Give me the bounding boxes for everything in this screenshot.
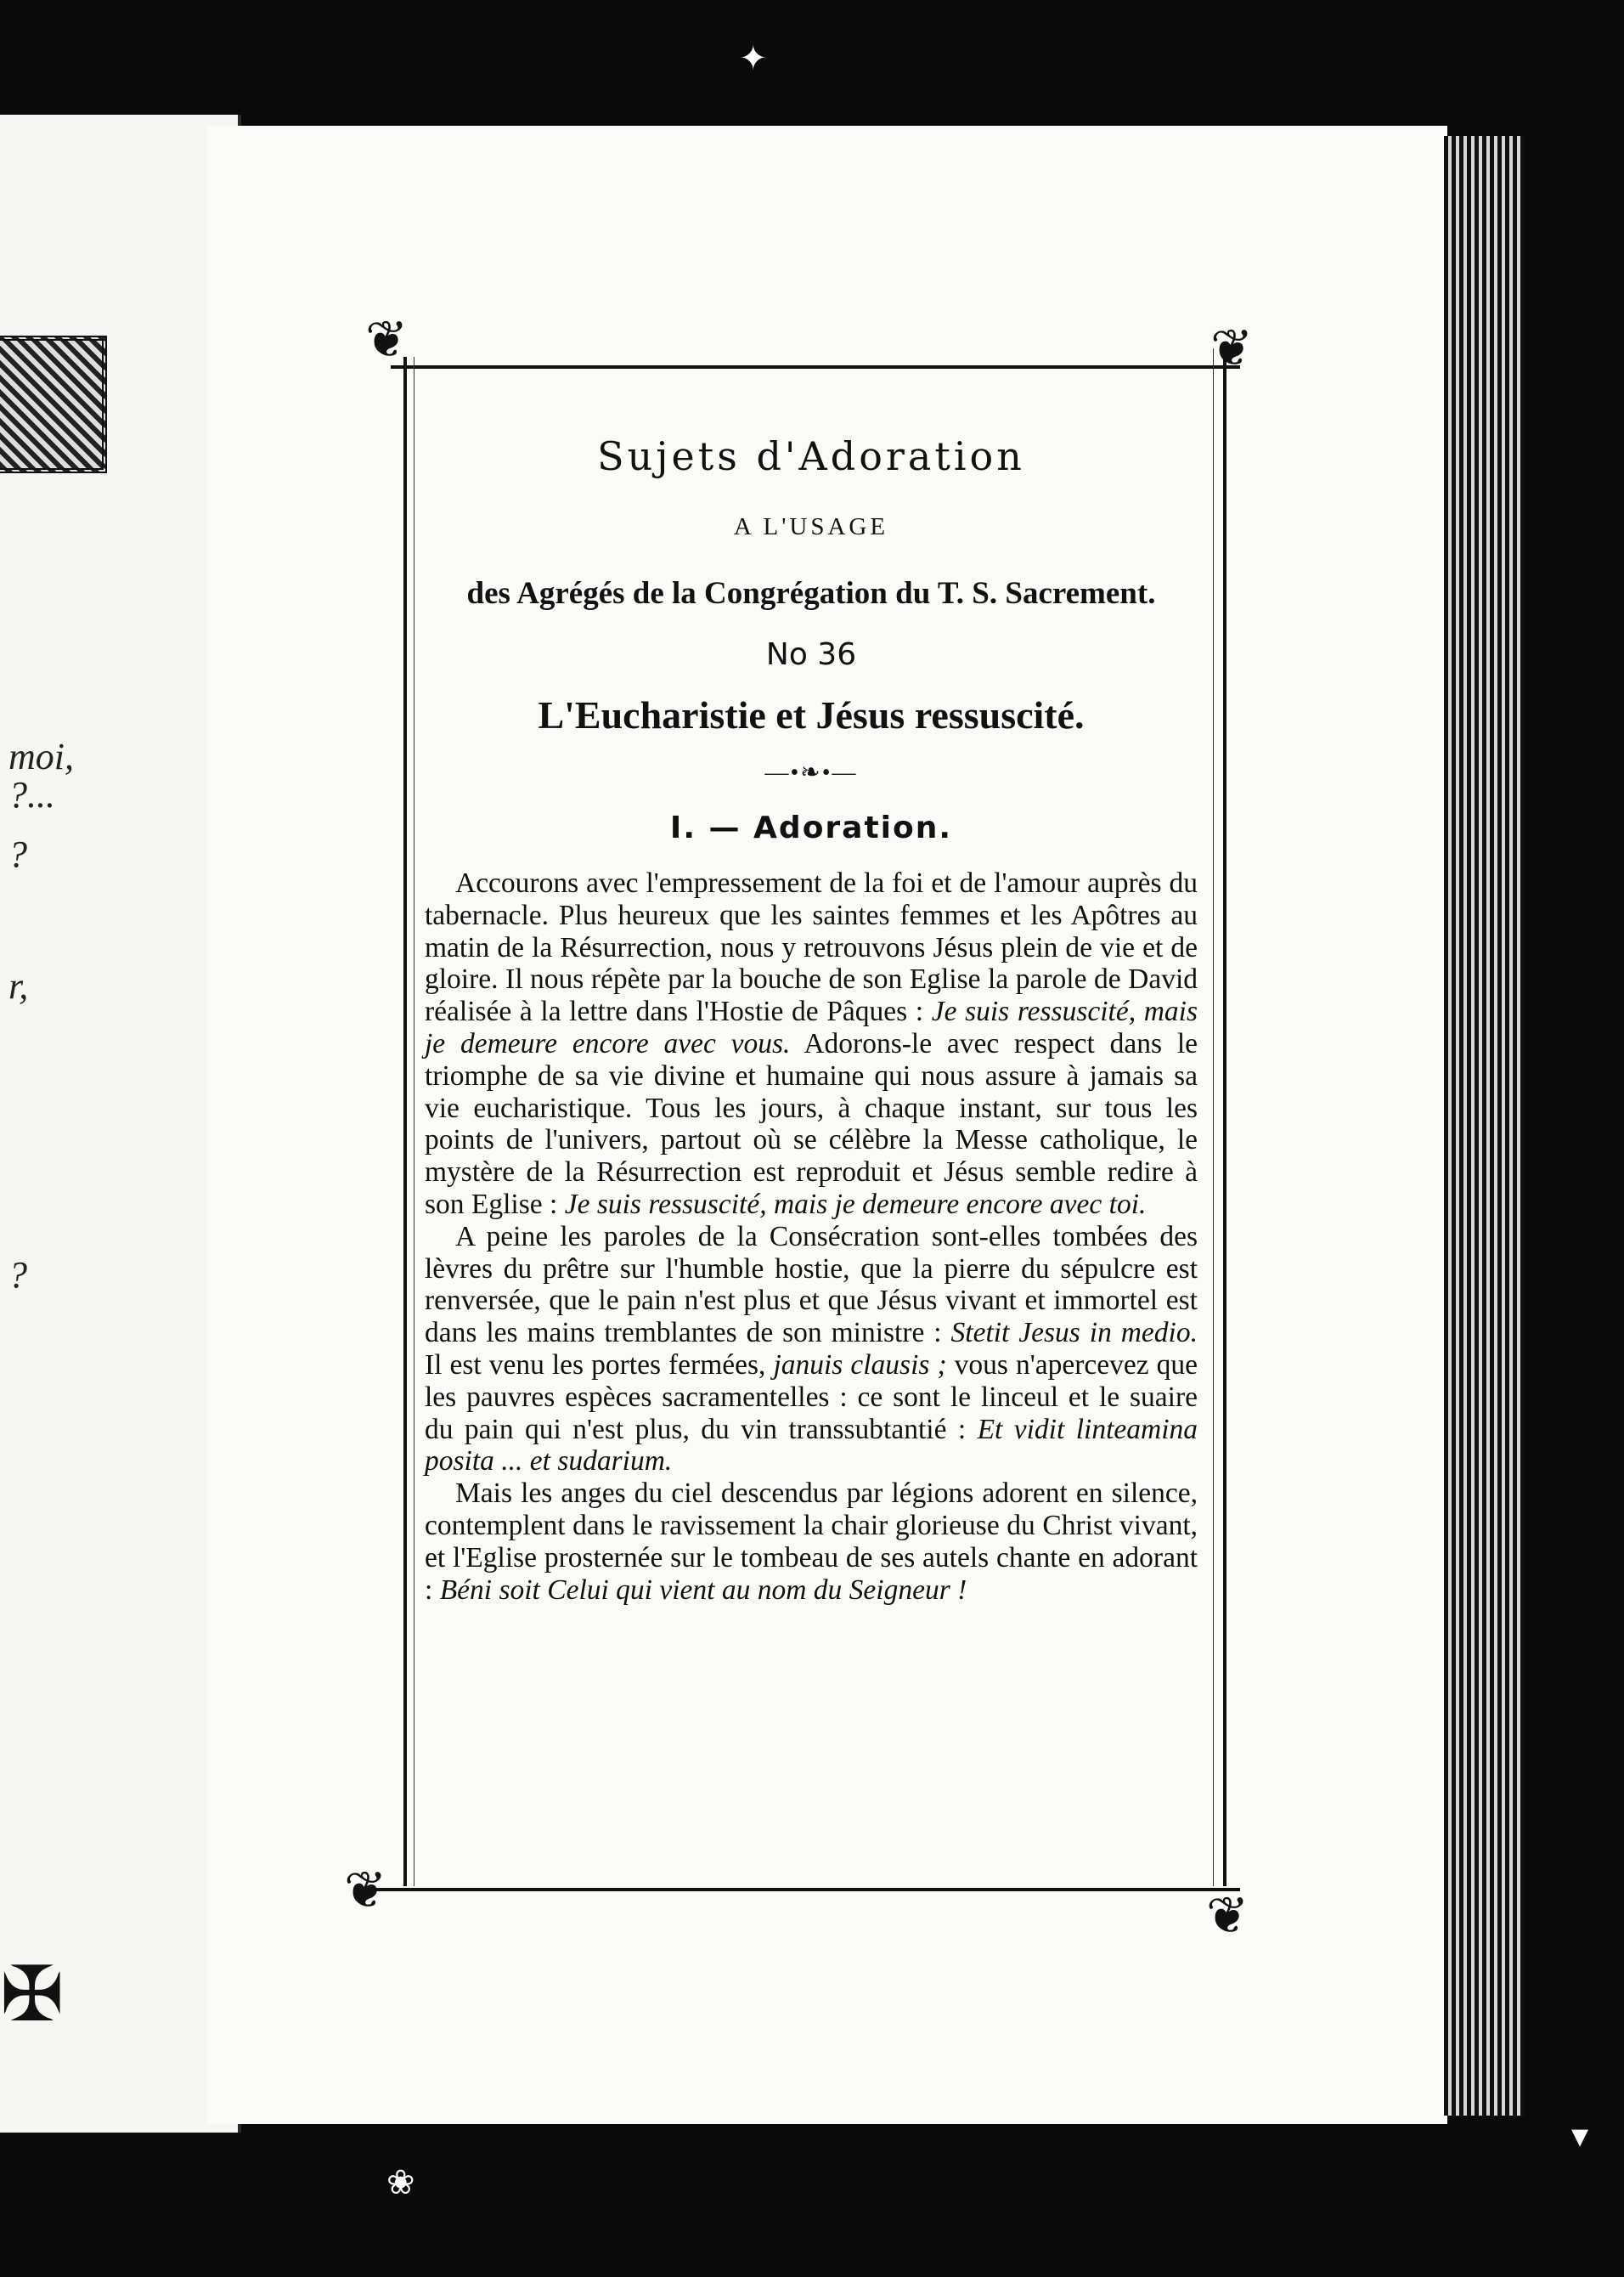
left-fragment: r, — [8, 965, 29, 1007]
body-paragraph — [425, 1221, 1198, 1478]
section-heading: I. — Adoration. — [669, 811, 953, 845]
paragraph-text: A peine les paroles de la Consécration sont-elles tombées des lèvres du prêtre sur l'humble hostie, que la pierre du sépulcre est renversée, que le pain n'est plus et que Jésus vivant et immortel est dans les mains tremblantes de son ministre : — [425, 1220, 1198, 1349]
italic-quotation: Je suis ressuscité, mais je demeure encore avec toi. — [564, 1188, 1147, 1220]
body-paragraph — [425, 1478, 1198, 1606]
left-bottom-ornament-icon: ✠ — [0, 1953, 65, 2037]
subject-title: L'Eucharistie et Jésus ressuscité. — [538, 693, 1085, 737]
scan-speck: ▾ — [1571, 2116, 1589, 2155]
paragraph-text: Mais les anges du ciel descendus par légions adorent en silence, contemplent dans le ravissement la chair glorieuse du Christ vivant, et l'Eglise prosternée sur le tombeau de ses autels chante en adorant : — [425, 1478, 1198, 1606]
paragraph-text: Adorons-le avec respect dans le triomphe de sa vie divine et humaine qui nous assure à jamais sa vie eucharistique. Tous les jours, à chaque instant, sur tous les points de l'univers, partout où se célèbre la Messe catholique, le mystère de la Résurrection est reproduit et Jésus semble redire à son Eglise : — [425, 1027, 1198, 1220]
scan-speck: ✦ — [739, 39, 768, 77]
corner-vine-ornament-icon: ❦ — [1210, 320, 1254, 376]
frame-top-rule — [391, 365, 1240, 369]
page-content — [425, 433, 1198, 1606]
italic-quotation: Et vidit linteamina posita ... et sudarium. — [425, 1413, 1198, 1478]
scan-speck: ❀ — [386, 2163, 415, 2201]
corner-vine-ornament-icon: ❦ — [344, 1862, 387, 1918]
separator-ornament: —•❧•— — [764, 760, 858, 786]
left-fragment: ?... — [8, 774, 55, 816]
frame-inner-right-rule — [1213, 348, 1214, 1886]
italic-quotation: Je suis ressuscité, mais je demeure encore avec vous. — [425, 996, 1198, 1059]
page-edges — [1444, 136, 1525, 2116]
frame-left-rule — [403, 357, 407, 1886]
paragraph-text: Il est venu les portes fermées, — [425, 1348, 774, 1381]
frame-bottom-rule — [374, 1888, 1240, 1891]
left-fragment: ? — [8, 1254, 27, 1296]
italic-quotation: Stetit Jesus in medio. — [950, 1317, 1198, 1349]
corner-vine-ornament-icon: ❦ — [1206, 1888, 1249, 1944]
left-ornament-illustration — [0, 336, 107, 473]
page-title: Sujets d'Adoration — [597, 433, 1025, 479]
italic-quotation: Béni soit Celui qui vient au nom du Seigneur ! — [439, 1574, 967, 1606]
corner-vine-ornament-icon: ❦ — [365, 312, 409, 368]
body-paragraph — [425, 867, 1198, 1221]
page-subtitle: A L'USAGE — [733, 513, 889, 540]
left-fragment: moi, — [8, 736, 74, 777]
left-fragment: ? — [8, 833, 27, 875]
congregation-heading: des Agrégés de la Congrégation du T. S. Sacrement. — [466, 576, 1156, 611]
paragraph-text: vous n'apercevez que les pauvres espèces sacramentelles : ce sont le linceul et le suaire du pain qui n'est plus, du vin transsubtantié : — [425, 1348, 1198, 1445]
italic-quotation: januis clausis ; — [773, 1348, 947, 1381]
left-page — [0, 115, 241, 2133]
subject-number: No 36 — [765, 637, 857, 672]
frame-right-rule — [1223, 348, 1226, 1886]
paragraph-text: Accourons avec l'empressement de la foi et de l'amour auprès du tabernacle. Plus heureux que les saintes femmes et les Apôtres au matin de la Résurrection, nous y retrouvons Jésus plein de vie et de gloire. Il nous répète par la bouche de son Eglise la parole de David réalisée à la lettre dans l'Hostie de Pâques : — [425, 867, 1198, 1028]
body-text — [425, 867, 1198, 1606]
